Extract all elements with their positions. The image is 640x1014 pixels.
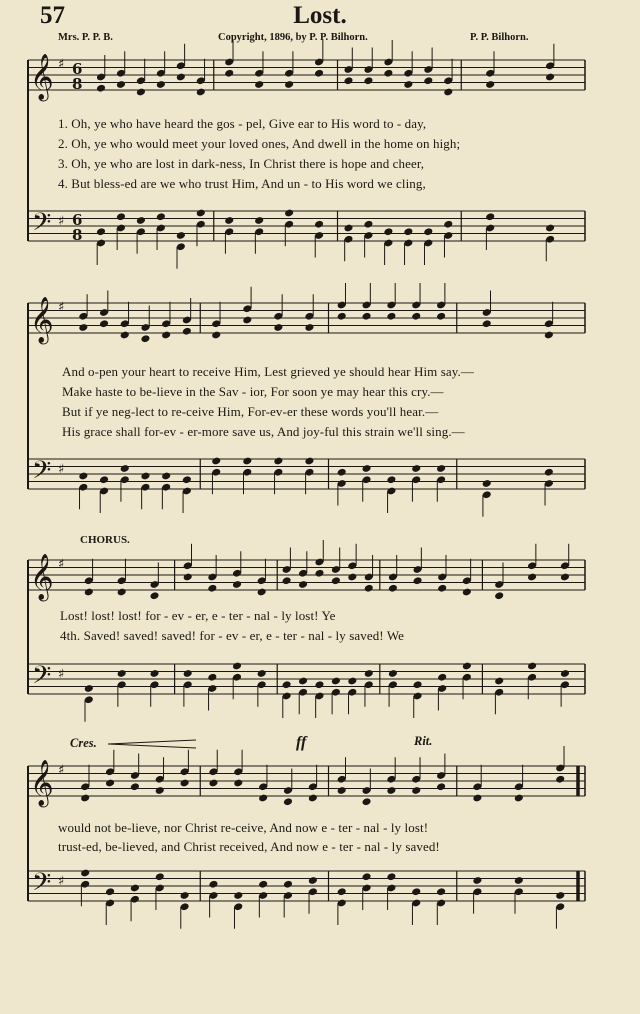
note-head [308,876,318,885]
note-head [364,584,374,593]
verse-4-line-1: 4. But bless-ed are we who trust Him, And un - to His word we cling, [58,176,426,191]
note-head [242,316,252,325]
note-head [298,677,308,686]
verse-2-line-1: 2. Oh, ye who would meet your loved ones, And dwell in the home on high; [58,136,461,151]
note-head [308,794,318,803]
note-head [156,212,166,221]
note-head [84,588,94,597]
note-head [388,584,398,593]
note-head [232,580,242,589]
note-head [494,677,504,686]
note-head [233,891,243,900]
note-head [105,887,115,896]
note-head [176,231,186,240]
note-head [386,475,396,484]
note-head [298,580,308,589]
crescendo-hairpin [108,744,196,748]
note-head [514,794,524,803]
note-head [343,76,353,85]
note-head [78,472,88,481]
chorus-line-1: Lost! lost! lost! for - ev - er, e - ter - nal - ly lost! Ye [60,608,336,623]
note-head [411,464,421,473]
note-head [284,80,294,89]
sharp-icon: ♯ [58,57,65,72]
note-head [155,872,165,881]
note-head [423,76,433,85]
sharp-icon: ♯ [58,667,65,682]
note-head [314,69,324,78]
note-head [257,588,267,597]
note-head [120,464,130,473]
composer-credit: P. P. Bilhorn. [470,32,529,43]
note-head [436,312,446,321]
note-head [211,457,221,466]
final-line-1: would not be-lieve, nor Christ re-ceive, And now e - ter - nal - ly lost! [58,820,429,835]
note-head [282,680,292,689]
note-head [361,464,371,473]
note-head [283,880,293,889]
time-signature-bottom: 8 [72,226,83,244]
note-head [555,775,565,784]
verse-4-line-2: His grace shall for-ev - er-more save us, And joy-ful this strain we'll sing.— [62,424,465,439]
note-head [99,475,109,484]
final-line-2: trust-ed, be-lieved, and Christ received, And now e - ter - nal - ly saved! [58,839,440,854]
hymn-number: 57 [40,2,65,29]
note-head [136,216,146,225]
note-head [242,457,252,466]
note-head [273,457,283,466]
note-head [337,887,347,896]
note-head [337,468,347,477]
bass-clef-icon: 𝄢 [32,208,52,243]
note-head [462,588,472,597]
sharp-icon: ♯ [58,214,65,229]
note-head [331,677,341,686]
note-head [314,680,324,689]
note-head [436,464,446,473]
note-head [482,479,492,488]
verse-3-line-2: But if ye neg-lect to re-ceive Him, For-ev-er these words you'll hear.— [62,404,439,419]
note-head [233,779,243,788]
treble-clef-icon: 𝄞 [30,554,54,600]
note-head [413,576,423,585]
note-head [96,227,106,236]
sharp-icon: ♯ [58,763,65,778]
note-head [363,220,373,229]
note-head [314,220,324,229]
chorus-line-2: 4th. Saved! saved! saved! for - ev - er, e - ter - nal - ly saved! We [60,628,405,643]
note-head [99,319,109,328]
note-head [386,872,396,881]
sharp-icon: ♯ [58,874,65,889]
note-head [383,69,393,78]
note-head [560,669,570,678]
treble-clef-icon: 𝄞 [30,297,54,343]
note-head [258,880,268,889]
note-head [403,227,413,236]
note-head [180,891,190,900]
time-signature-top: 6 [72,211,83,229]
note-head [423,227,433,236]
verse-2-line-2: Make haste to be-lieve in the Sav - ior, For soon ye may hear this cry.— [62,384,444,399]
chorus-label: CHORUS. [80,534,130,546]
note-head [514,876,524,885]
treble-clef-icon: 𝄞 [30,54,54,100]
note-head [363,76,373,85]
note-head [180,779,190,788]
note-head [254,216,264,225]
note-head [211,331,221,340]
note-head [437,584,447,593]
note-head [347,677,357,686]
note-head [304,323,314,332]
note-head [386,312,396,321]
note-head [544,468,554,477]
bass-clef-icon: 𝄢 [32,868,52,903]
note-head [117,588,127,597]
author-credit: Mrs. P. P. B. [58,32,113,43]
note-head [207,673,217,682]
note-head [482,319,492,328]
note-head [282,576,292,585]
note-head [544,331,554,340]
note-head [494,591,504,600]
note-head [196,209,206,218]
note-head [527,573,537,582]
note-head [161,331,171,340]
note-head [545,73,555,82]
note-head [96,84,106,93]
note-head [84,684,94,693]
note-head [284,209,294,218]
note-head [411,887,421,896]
sharp-icon: ♯ [58,462,65,477]
note-head [361,872,371,881]
verse-1-line-1: 1. Oh, ye who have heard the gos - pel, Give ear to His word to - day, [58,116,427,131]
note-head [116,212,126,221]
crescendo-mark: Cres. [70,736,97,750]
note-head [182,475,192,484]
note-head [183,669,193,678]
sharp-icon: ♯ [58,300,65,315]
note-head [437,673,447,682]
hymn-title: Lost. [293,2,347,29]
note-head [388,669,398,678]
verse-3-line-1: 3. Oh, ye who are lost in dark-ness, In Christ there is hope and cheer, [58,156,425,171]
copyright-credit: Copyright, 1896, by P. P. Bilhorn. [218,32,368,43]
note-head [314,569,324,578]
note-head [80,794,90,803]
note-head [208,779,218,788]
note-head [207,584,217,593]
note-head [156,80,166,89]
note-head [527,662,537,671]
note-head [361,312,371,321]
bass-clef-icon: 𝄢 [32,661,52,696]
note-head [116,80,126,89]
note-head [136,88,146,97]
note-head [155,786,165,795]
note-head [224,69,234,78]
note-head [273,323,283,332]
note-head [443,88,453,97]
note-head [462,662,472,671]
note-head [208,880,218,889]
note-head [472,794,482,803]
note-head [411,786,421,795]
note-head [411,312,421,321]
note-head [130,884,140,893]
note-head [105,779,115,788]
note-head [485,212,495,221]
note-head [117,669,127,678]
note-head [78,323,88,332]
note-head [176,73,186,82]
note-head [331,576,341,585]
crescendo-hairpin [108,740,196,744]
treble-clef-icon: 𝄞 [30,760,54,806]
note-head [361,797,371,806]
note-head [485,80,495,89]
note-head [130,782,140,791]
note-head [383,227,393,236]
time-signature-bottom: 8 [72,75,83,93]
note-head [80,869,90,878]
note-head [257,669,267,678]
note-head [258,794,268,803]
note-head [347,573,357,582]
note-head [149,591,159,600]
note-head [140,334,150,343]
note-head [149,669,159,678]
note-head [161,472,171,481]
note-head [254,80,264,89]
note-head [560,573,570,582]
note-head [120,331,130,340]
note-head [403,80,413,89]
note-head [436,887,446,896]
note-head [337,786,347,795]
note-head [283,797,293,806]
note-head [545,224,555,233]
note-head [386,786,396,795]
note-head [182,327,192,336]
note-head [413,680,423,689]
fortissimo-mark: ff [296,734,307,751]
time-signature-top: 6 [72,60,83,78]
note-head [343,224,353,233]
note-head [140,472,150,481]
note-head [364,669,374,678]
note-head [337,312,347,321]
sharp-icon: ♯ [58,557,65,572]
note-head [304,457,314,466]
verse-1-line-2: And o-pen your heart to receive Him, Lest grieved ye should hear Him say.— [62,364,474,379]
note-head [472,876,482,885]
note-head [555,891,565,900]
ritardando-mark: Rit. [414,734,433,748]
bass-clef-icon: 𝄢 [32,456,52,491]
note-head [436,782,446,791]
note-head [443,220,453,229]
note-head [224,216,234,225]
note-head [183,573,193,582]
note-head [196,88,206,97]
note-head [232,662,242,671]
